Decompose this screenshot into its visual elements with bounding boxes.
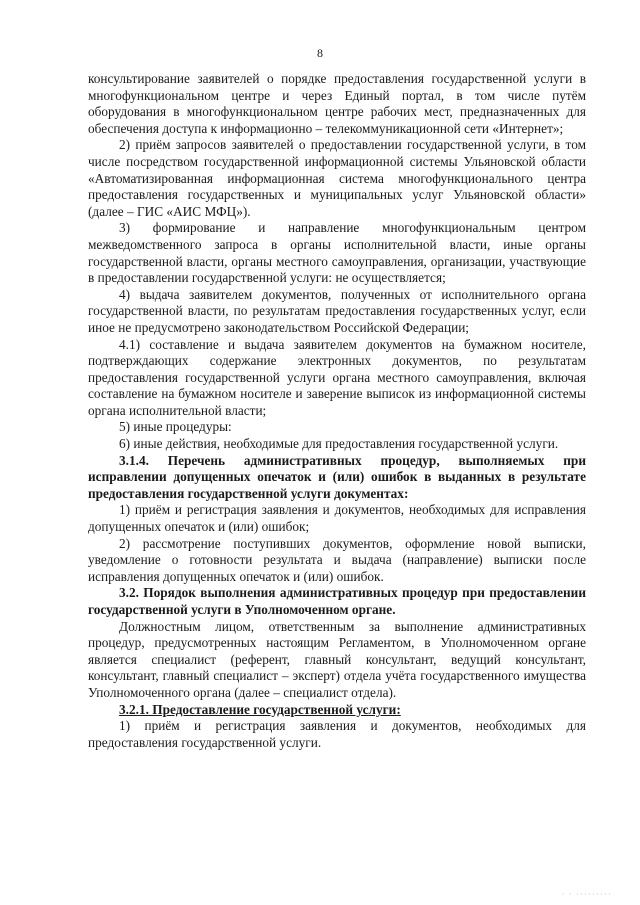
- paragraph-item-3: 3) формирование и направление многофункциональным центром межведомственного запроса в органы исполнительной власти, иные органы государственной власти, органы местного самоуправления, организации, участвующие в предоставлении государственной услуги: не осуществляется;: [88, 220, 586, 286]
- paragraph-item-4: 4) выдача заявителем документов, полученных от исполнительного органа государственной власти, по результатам предоставления государственных услуг, если иное не предусмотрено законодательством Российской Федерации;: [88, 286, 586, 335]
- paragraph-consulting: консультирование заявителей о порядке предоставления государственной услуги в многофункциональном центре и через Единый портал, в том числе путём оборудования в многофункциональном центре рабочих мест, предназначенных для обеспечения доступа к информационно – телекоммуникационной сети «Интернет»;: [88, 71, 586, 136]
- document-body: [88, 71, 586, 751]
- page-number: 8: [317, 46, 323, 60]
- paragraph-correction-1: 1) приём и регистрация заявления и документов, необходимых для исправления допущенных опечаток и (или) ошибок;: [88, 502, 586, 535]
- paragraph-correction-2: 2) рассмотрение поступивших документов, оформление новой выписки, уведомление о готовности результата и выдача (направление) выписки после исправления допущенных опечаток и (или) ошибок.: [88, 535, 586, 584]
- section-heading-3-2: 3.2. Порядок выполнения административных процедур при предоставлении государственной услуги в Уполномоченном органе.: [88, 585, 586, 617]
- paragraph-item-2: 2) приём запросов заявителей о предоставлении государственной услуги, в том числе посредством государственной информационной системы Ульяновской области «Автоматизированная информационная система многофункционального центра предоставления государственных и муниципальных услуг Ульяновской области» (далее – ГИС «АИС МФЦ»).: [88, 137, 586, 219]
- paragraph-reception-registration: 1) приём и регистрация заявления и документов, необходимых для предоставления государственной услуги.: [88, 718, 586, 750]
- paragraph-item-4-1: 4.1) составление и выдача заявителем документов на бумажном носителе, подтверждающих содержание электронных документов, по результатам предоставления государственной услуги органа местного самоуправления, включая составление на бумажном носителе и заверение выписок из информационной системы органа исполнительной власти;: [88, 336, 586, 418]
- section-heading-3-1-4: 3.1.4. Перечень административных процедур, выполняемых при исправлении допущенных опечаток и (или) ошибок в выданных в результате предоставления государственной услуги документах:: [88, 452, 586, 501]
- paragraph-item-5: 5) иные процедуры:: [119, 419, 232, 435]
- paragraph-item-6: 6) иные действия, необходимые для предоставления государственной услуги.: [119, 436, 559, 452]
- section-heading-3-2-1: 3.2.1. Предоставление государственной услуги:: [119, 701, 401, 717]
- paragraph-responsible-official: Должностным лицом, ответственным за выполнение административных процедур, предусмотренных настоящим Регламентом, в Уполномоченном органе является специалист (референт, главный консультант, ведущий консультант, консультант, главный специалист – эксперт) отдела учёта государственного имущества Уполномоченного органа (далее – специалист отдела).: [88, 618, 586, 700]
- scan-artifact-dots: · · ·········: [561, 889, 612, 899]
